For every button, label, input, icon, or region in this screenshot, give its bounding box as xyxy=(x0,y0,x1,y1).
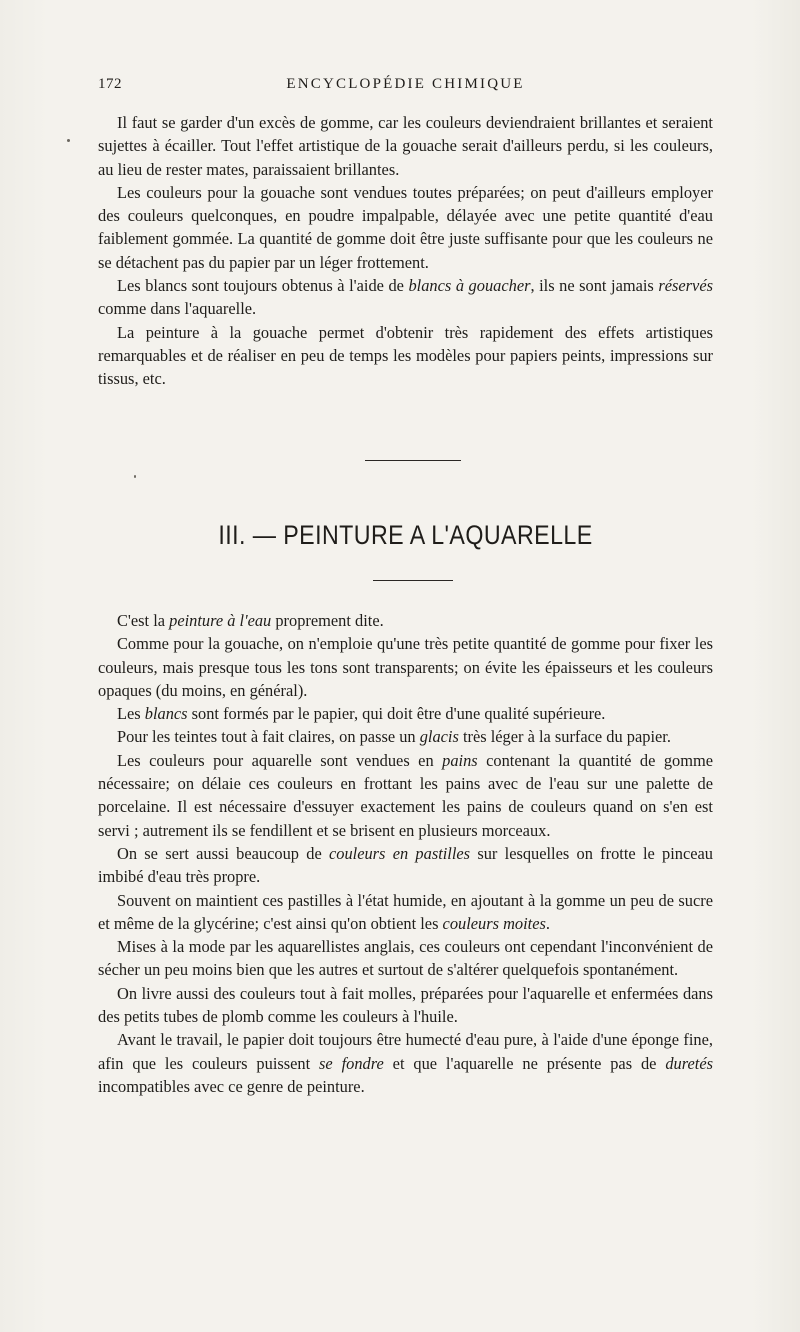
paragraph: La peinture à la gouache permet d'obtenir très rapidement des effets artistiques remarquables et de réaliser en peu de temps les modèles pour papiers peints, impressions sur tissus, etc. xyxy=(98,322,713,389)
paragraph: Il faut se garder d'un excès de gomme, car les couleurs deviendraient brillantes et seraient sujettes à écailler. Tout l'effet artistique de la gouache serait d'ailleurs perdu, si les couleurs, au lieu de rester mates, paraissaient brillantes. xyxy=(98,113,713,179)
running-title: ENCYCLOPÉDIE CHIMIQUE xyxy=(286,76,525,92)
paragraph: On se sert aussi beaucoup de couleurs en pastilles sur lesquelles on frotte le pinceau imbibé d'eau très propre. xyxy=(98,843,713,887)
paragraph: Comme pour la gouache, on n'emploie qu'une très petite quantité de gomme pour fixer les couleurs, mais presque tous les tons sont transparents; on évite les épaisseurs et les couleurs opaques (du moins, en général). xyxy=(98,634,713,700)
paragraph: Pour les teintes tout à fait claires, on passe un glacis très léger à la surface du papier. xyxy=(117,727,671,747)
section-heading: III. — PEINTURE A L'AQUARELLE xyxy=(218,520,593,550)
gouache-section-text xyxy=(98,111,713,391)
aquarelle-section-text xyxy=(98,609,713,1098)
paper-speck xyxy=(134,475,136,478)
paragraph: C'est la peinture à l'eau proprement dite. xyxy=(117,611,384,630)
paragraph: Les couleurs pour la gouache sont vendues toutes préparées; on peut d'ailleurs employer des couleurs quelconques, en poudre impalpable, délayée avec une petite quantité d'eau faiblement gommée. La quantité de gomme doit être juste suffisante pour que les couleurs ne se détachent pas du papier par un léger frottement. xyxy=(98,182,713,272)
paragraph: Avant le travail, le papier doit toujours être humecté d'eau pure, à l'aide d'une éponge fine, afin que les couleurs puissent se fondre et que l'aquarelle ne présente pas de duretés incompatibles avec ce genre de peinture. xyxy=(98,1030,713,1096)
paragraph: On livre aussi des couleurs tout à fait molles, préparées pour l'aquarelle et enfermées dans des petits tubes de plomb comme les couleurs à l'huile. xyxy=(98,983,713,1027)
paragraph: Les couleurs pour aquarelle sont vendues en pains contenant la quantité de gomme nécessaire; on délaie ces couleurs en frottant les pains avec de l'eau sur une palette de porcelaine. Il est nécessaire d'essuyer exactement les pains de couleurs quand on s'en est servi ; autrement ils se fendillent et se brisent en plusieurs morceaux. xyxy=(98,750,714,840)
paragraph: Les blancs sont toujours obtenus à l'aide de blancs à gouacher, ils ne sont jamais réservés comme dans l'aquarelle. xyxy=(98,276,713,319)
page-number: 172 xyxy=(98,76,122,92)
section-divider-bottom xyxy=(373,580,453,581)
paragraph: Les blancs sont formés par le papier, qui doit être d'une qualité supérieure. xyxy=(117,704,606,724)
paper-speck xyxy=(67,139,70,142)
running-head xyxy=(98,76,713,100)
paragraph: Mises à la mode par les aquarellistes anglais, ces couleurs ont cependant l'inconvénient de sécher un peu moins bien que les autres et surtout de s'altérer quelquefois spontanément. xyxy=(98,937,713,980)
paragraph: Souvent on maintient ces pastilles à l'état humide, en ajoutant à la gomme un peu de sucre et même de la glycérine; c'est ainsi qu'on obtient les couleurs moites. xyxy=(98,890,713,933)
section-divider-top xyxy=(365,460,461,461)
